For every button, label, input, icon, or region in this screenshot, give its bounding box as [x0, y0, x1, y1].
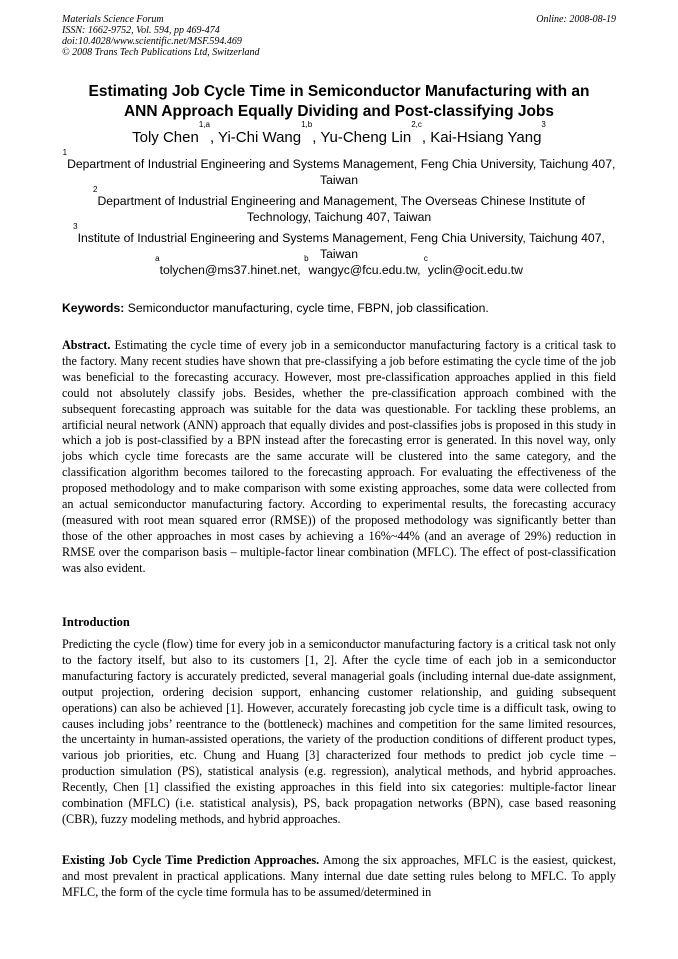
affiliation-3: $^3$Institute of Industrial Engineering and Systems Management, Feng Chia University, Taichung 407, Taiwan	[73, 222, 605, 261]
keywords	[62, 300, 616, 316]
existing-approaches-paragraph	[62, 853, 616, 901]
doi-line: doi:10.4028/www.scientific.net/MSF.594.469	[62, 36, 242, 47]
introduction-paragraph: Predicting the cycle (flow) time for every job in a semiconductor manufacturing factory is a critical task not only to the factory itself, but also to its customers [1, 2]. After the cycle time of each job in a semiconductor manufacturing factory is accurately predicted, several managerial goals (including internal due-date assignment, output projection, ordering decision support, enhancing customer relationship, and guiding subsequent operations) can also be achieved [1]. However, accurately forecasting job cycle time is a difficult task, owing to causes including jobs’ reentrance to the (bottleneck) machines and competition for the same limited resources, the uncertainty in human-assisted operations, the variety of the production conditions of different product types, various job priorities, etc. Chung and Huang [3] characterized four methods to predict job cycle time – production simulation (PS), statistical analysis (e.g. regression), analytical methods, and hybrid approaches. Recently, Chen [1] classified the existing approaches in this field into six categories: multiple-factor linear combination (MFLC) (i.e. statistical analysis), PS, back propagation networks (BPN), case based reasoning (CBR), fuzzy modeling methods, and hybrid approaches.	[62, 637, 616, 826]
affiliation-1: $^1$Department of Industrial Engineering and Systems Management, Feng Chia University, Taichung 407, Taiwan	[62, 148, 616, 187]
issn-line: ISSN: 1662-9752, Vol. 594, pp 469-474	[62, 25, 220, 36]
paper-title	[62, 82, 616, 122]
author: Yi-Chi Wang$^{1,b}$,	[218, 120, 321, 146]
title-line-1: Estimating Job Cycle Time in Semiconductor Manufacturing with an	[88, 83, 590, 100]
email: $^b$wangyc@fcu.edu.tw,	[304, 254, 424, 277]
copyright-line: © 2008 Trans Tech Publications Ltd, Switzerland	[62, 47, 260, 58]
section-heading-introduction: Introduction	[62, 615, 130, 629]
author: Yu-Cheng Lin$^{2,c}$,	[320, 120, 431, 146]
email: $^a$tolychen@ms37.hinet.net,	[155, 254, 305, 277]
abstract	[62, 338, 616, 577]
online-date: Online: 2008-08-19	[536, 14, 616, 25]
title-line-2: ANN Approach Equally Dividing and Post-classifying Jobs	[123, 103, 555, 120]
keywords-label: Keywords:	[62, 301, 125, 315]
existing-approaches-text: Among the six approaches, MFLC is the easiest, quickest, and most prevalent in practical applications. Many internal due date setting rules belong to MFLC. To apply MFLC, the form of the cycle time formula has to be assumed/determined in	[62, 853, 616, 899]
email: $^c$yclin@ocit.edu.tw	[423, 254, 523, 277]
existing-approaches-label: Existing Job Cycle Time Prediction Approaches.	[62, 853, 320, 867]
running-header	[62, 14, 616, 58]
author: Kai-Hsiang Yang$^3$	[430, 120, 546, 146]
author-list	[62, 120, 616, 148]
affiliation-2: $^2$Department of Industrial Engineering and Management, The Overseas Chinese Institute of Technology, Taichung 407, Taiwan	[92, 185, 585, 224]
journal-name: Materials Science Forum	[62, 14, 164, 25]
abstract-text: Estimating the cycle time of every job in a semiconductor manufacturing factory is a critical task to the factory. Many recent studies have shown that pre-classifying a job before estimating the cycle time of the job was beneficial to the forecasting accuracy. However, most pre-classification approaches applied in this field could not absolutely classify jobs. Besides, whether the pre-classification approach combined with the subsequent forecasting approach was suitable for the data was questionable. For tackling these problems, an artificial neural network (ANN) approach that equally divides and post-classifies jobs is proposed in this study in which a job is post-classified by a BPN instead after the forecasting error is generated. In this novel way, only jobs which cycle time forecasts are the same accurate will be clustered into the same category, and the classification algorithm becomes tailored to the forecasting approach. For evaluating the effectiveness of the proposed methodology and to make comparison with some existing approaches, some data were collected from an actual semiconductor manufacturing factory. According to experimental results, the forecasting accuracy (measured with root mean squared error (RMSE)) of the proposed methodology was significantly better than those of the other approaches in most cases by achieving a 16%~44% (and an average of 29%) reduction in RMSE over the comparison basis – multiple-factor linear combination (MFLC). The effect of post-classification was also evident.	[62, 338, 616, 575]
author-emails	[62, 254, 616, 278]
author: Toly Chen$^{1,a}$,	[132, 120, 219, 146]
abstract-label: Abstract.	[62, 338, 111, 352]
keywords-text: Semiconductor manufacturing, cycle time, FBPN, job classification.	[124, 301, 489, 315]
